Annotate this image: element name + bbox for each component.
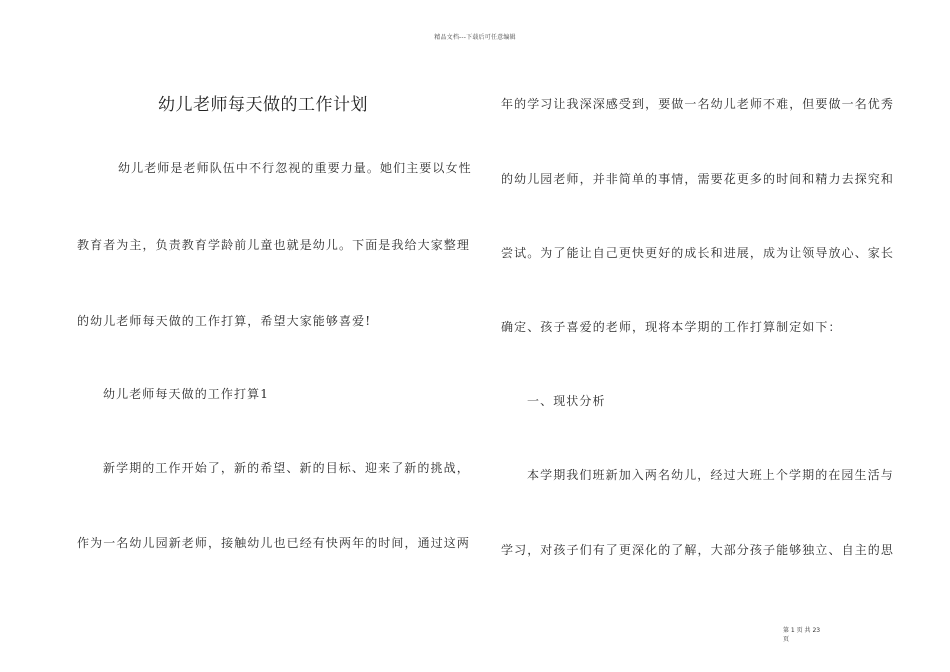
section-heading: 一、现状分析 bbox=[527, 394, 606, 408]
paragraph-line: 的幼儿园老师，并非简单的事情，需要花更多的时间和精力去探究和 bbox=[501, 172, 895, 186]
paragraph-line: 年的学习让我深深感受到，要做一名幼儿老师不难，但要做一名优秀 bbox=[501, 97, 895, 111]
page-number-line1: 第 1 页 共 23 bbox=[783, 627, 821, 634]
paragraph-line: 本学期我们班新加入两名幼儿，经过大班上个学期的在园生活与 bbox=[527, 468, 894, 482]
document-title: 幼儿老师每天做的工作计划 bbox=[158, 95, 368, 115]
paragraph-line: 尝试。为了能让自己更快更好的成长和进展，成为让领导放心、家长 bbox=[501, 246, 895, 260]
paragraph-line: 教育者为主，负责教育学龄前儿童也就是幼儿。下面是我给大家整理 bbox=[77, 238, 471, 252]
paragraph-line: 的幼儿老师每天做的工作打算，希望大家能够喜爱! bbox=[77, 314, 372, 328]
paragraph-line: 学习，对孩子们有了更深化的了解，大部分孩子能够独立、自主的思 bbox=[501, 543, 895, 557]
paragraph-line: 幼儿老师是老师队伍中不行忽视的重要力量。她们主要以女性 bbox=[118, 161, 472, 175]
paragraph-line: 确定、孩子喜爱的老师，现将本学期的工作打算制定如下： bbox=[501, 320, 842, 334]
header-watermark: 精品文档---下载后可任意编辑 bbox=[434, 34, 516, 41]
page-number bbox=[783, 626, 833, 644]
paragraph-line: 新学期的工作开始了，新的希望、新的目标、迎来了新的挑战， bbox=[103, 461, 470, 475]
section-heading: 幼儿老师每天做的工作打算1 bbox=[103, 387, 269, 401]
paragraph-line: 作为一名幼儿园新老师，接触幼儿也已经有快两年的时间，通过这两 bbox=[77, 536, 471, 550]
page-number-line2: 页 bbox=[783, 636, 790, 643]
